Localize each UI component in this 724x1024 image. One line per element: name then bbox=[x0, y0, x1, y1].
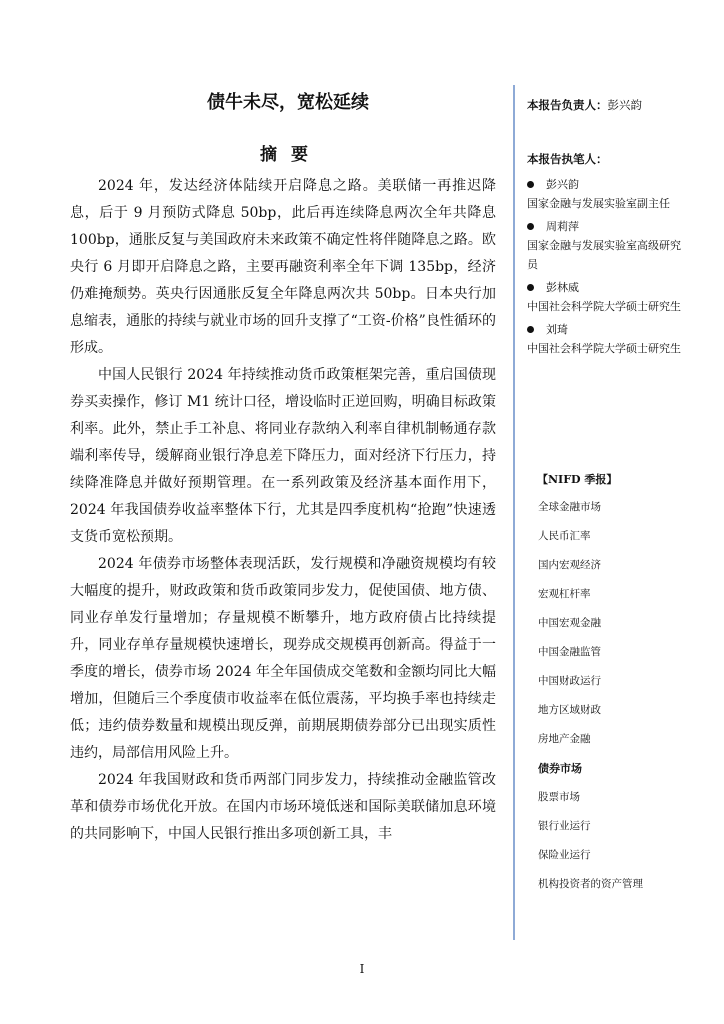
series-list bbox=[527, 493, 687, 899]
series-item: 宏观杠杆率 bbox=[538, 588, 591, 600]
abstract-paragraph-1: 2024 年，发达经济体陆续开启降息之路。美联储一再推迟降息，后于 9 月预防式降息 50bp，此后再连续降息两次全年共降息 100bp，通胀反复与美国政府未来政策不确定性将伴随降息之路。欧央行 6 月即开启降息之路，主要再融资利率全年下调 135bp，经济仍难掩颓势。英央行因通胀反复全年降息两次共 50bp。日本央行加息缩表，通胀的持续与就业市场的回升支撑了“工资-价格”良性循环的形成。 bbox=[70, 178, 496, 356]
author-org: 国家金融与发展实验室副主任 bbox=[527, 197, 670, 210]
bullet-icon bbox=[527, 326, 534, 333]
author-org: 中国社会科学院大学硕士研究生 bbox=[527, 300, 681, 313]
abstract-paragraph-3: 2024 年债券市场整体表现活跃，发行规模和净融资规模均有较大幅度的提升，财政政策和货币政策同步发力，促使国债、地方债、同业存单发行量增加；存量规模不断攀升，地方政府债占比持续提升，同业存单存量规模快速增长，现券成交规模再创新高。得益于一季度的增长，债券市场 2024 年全年国债成交笔数和金额均同比大幅增加，但随后三个季度债市收益率在低位震荡，平均换手率也持续走低；违约债券数量和规模出现反弹，前期展期债券部分已出现实质性违约，局部信用风险上升。 bbox=[70, 556, 496, 761]
series-item: 人民币汇率 bbox=[538, 530, 591, 542]
series-item: 股票市场 bbox=[538, 791, 580, 803]
author-name: 彭林威 bbox=[546, 281, 579, 294]
series-item: 国内宏观经济 bbox=[538, 559, 601, 571]
series-item: 中国财政运行 bbox=[538, 675, 601, 687]
author-org: 国家金融与发展实验室高级研究员 bbox=[527, 239, 681, 271]
author-entry bbox=[527, 217, 687, 274]
sidebar-divider bbox=[513, 85, 515, 940]
report-body bbox=[70, 88, 496, 848]
author-org: 中国社会科学院大学硕士研究生 bbox=[527, 342, 681, 355]
abstract-paragraph-2: 中国人民银行 2024 年持续推动货币政策框架完善，重启国债现券买卖操作，修订 M1 统计口径，增设临时正逆回购，明确目标政策利率。此外，禁止手工补息、将同业存款纳入利率自律机制畅通存款端利率传导，缓解商业银行净息差下降压力，面对经济下行压力，持续降准降息并做好预期管理。在一系列政策及经济基本面作用下，2024 年我国债券收益率整体下行，尤其是四季度机构“抢跑”快速透支货币宽松预期。 bbox=[70, 367, 496, 545]
author-entry bbox=[527, 320, 687, 358]
author-name: 刘琦 bbox=[546, 323, 568, 336]
bullet-icon bbox=[527, 223, 534, 230]
bullet-icon bbox=[527, 284, 534, 291]
abstract-heading: 摘要 bbox=[260, 145, 322, 165]
bullet-icon bbox=[527, 181, 534, 188]
series-item-active: 债券市场 bbox=[538, 762, 582, 775]
sidebar bbox=[527, 97, 687, 899]
series-item: 中国宏观金融 bbox=[538, 617, 601, 629]
author-entry bbox=[527, 278, 687, 316]
page-number: I bbox=[359, 962, 365, 976]
series-item: 中国金融监管 bbox=[538, 646, 601, 658]
series-item: 机构投资者的资产管理 bbox=[538, 878, 643, 890]
author-entry bbox=[527, 175, 687, 213]
report-title: 债牛未尽，宽松延续 bbox=[207, 92, 369, 113]
abstract-paragraph-4: 2024 年我国财政和货币两部门同步发力，持续推动金融监管改革和债券市场优化开放。在国内市场环境低迷和国际美联储加息环境的共同影响下，中国人民银行推出多项创新工具，丰 bbox=[70, 772, 496, 842]
series-item: 房地产金融 bbox=[538, 733, 591, 745]
series-item: 银行业运行 bbox=[538, 820, 591, 832]
responsible-name: 彭兴韵 bbox=[607, 98, 642, 112]
responsible-label: 本报告负责人： bbox=[527, 98, 608, 112]
series-item: 地方区域财政 bbox=[538, 704, 601, 716]
responsible-person bbox=[527, 97, 687, 113]
series-item: 全球金融市场 bbox=[538, 501, 601, 513]
authors-label: 本报告执笔人： bbox=[527, 152, 608, 166]
author-name: 彭兴韵 bbox=[546, 178, 579, 191]
series-item: 保险业运行 bbox=[538, 849, 591, 861]
author-name: 周莉萍 bbox=[546, 220, 579, 233]
series-label: 【NIFD 季报】 bbox=[537, 473, 618, 486]
